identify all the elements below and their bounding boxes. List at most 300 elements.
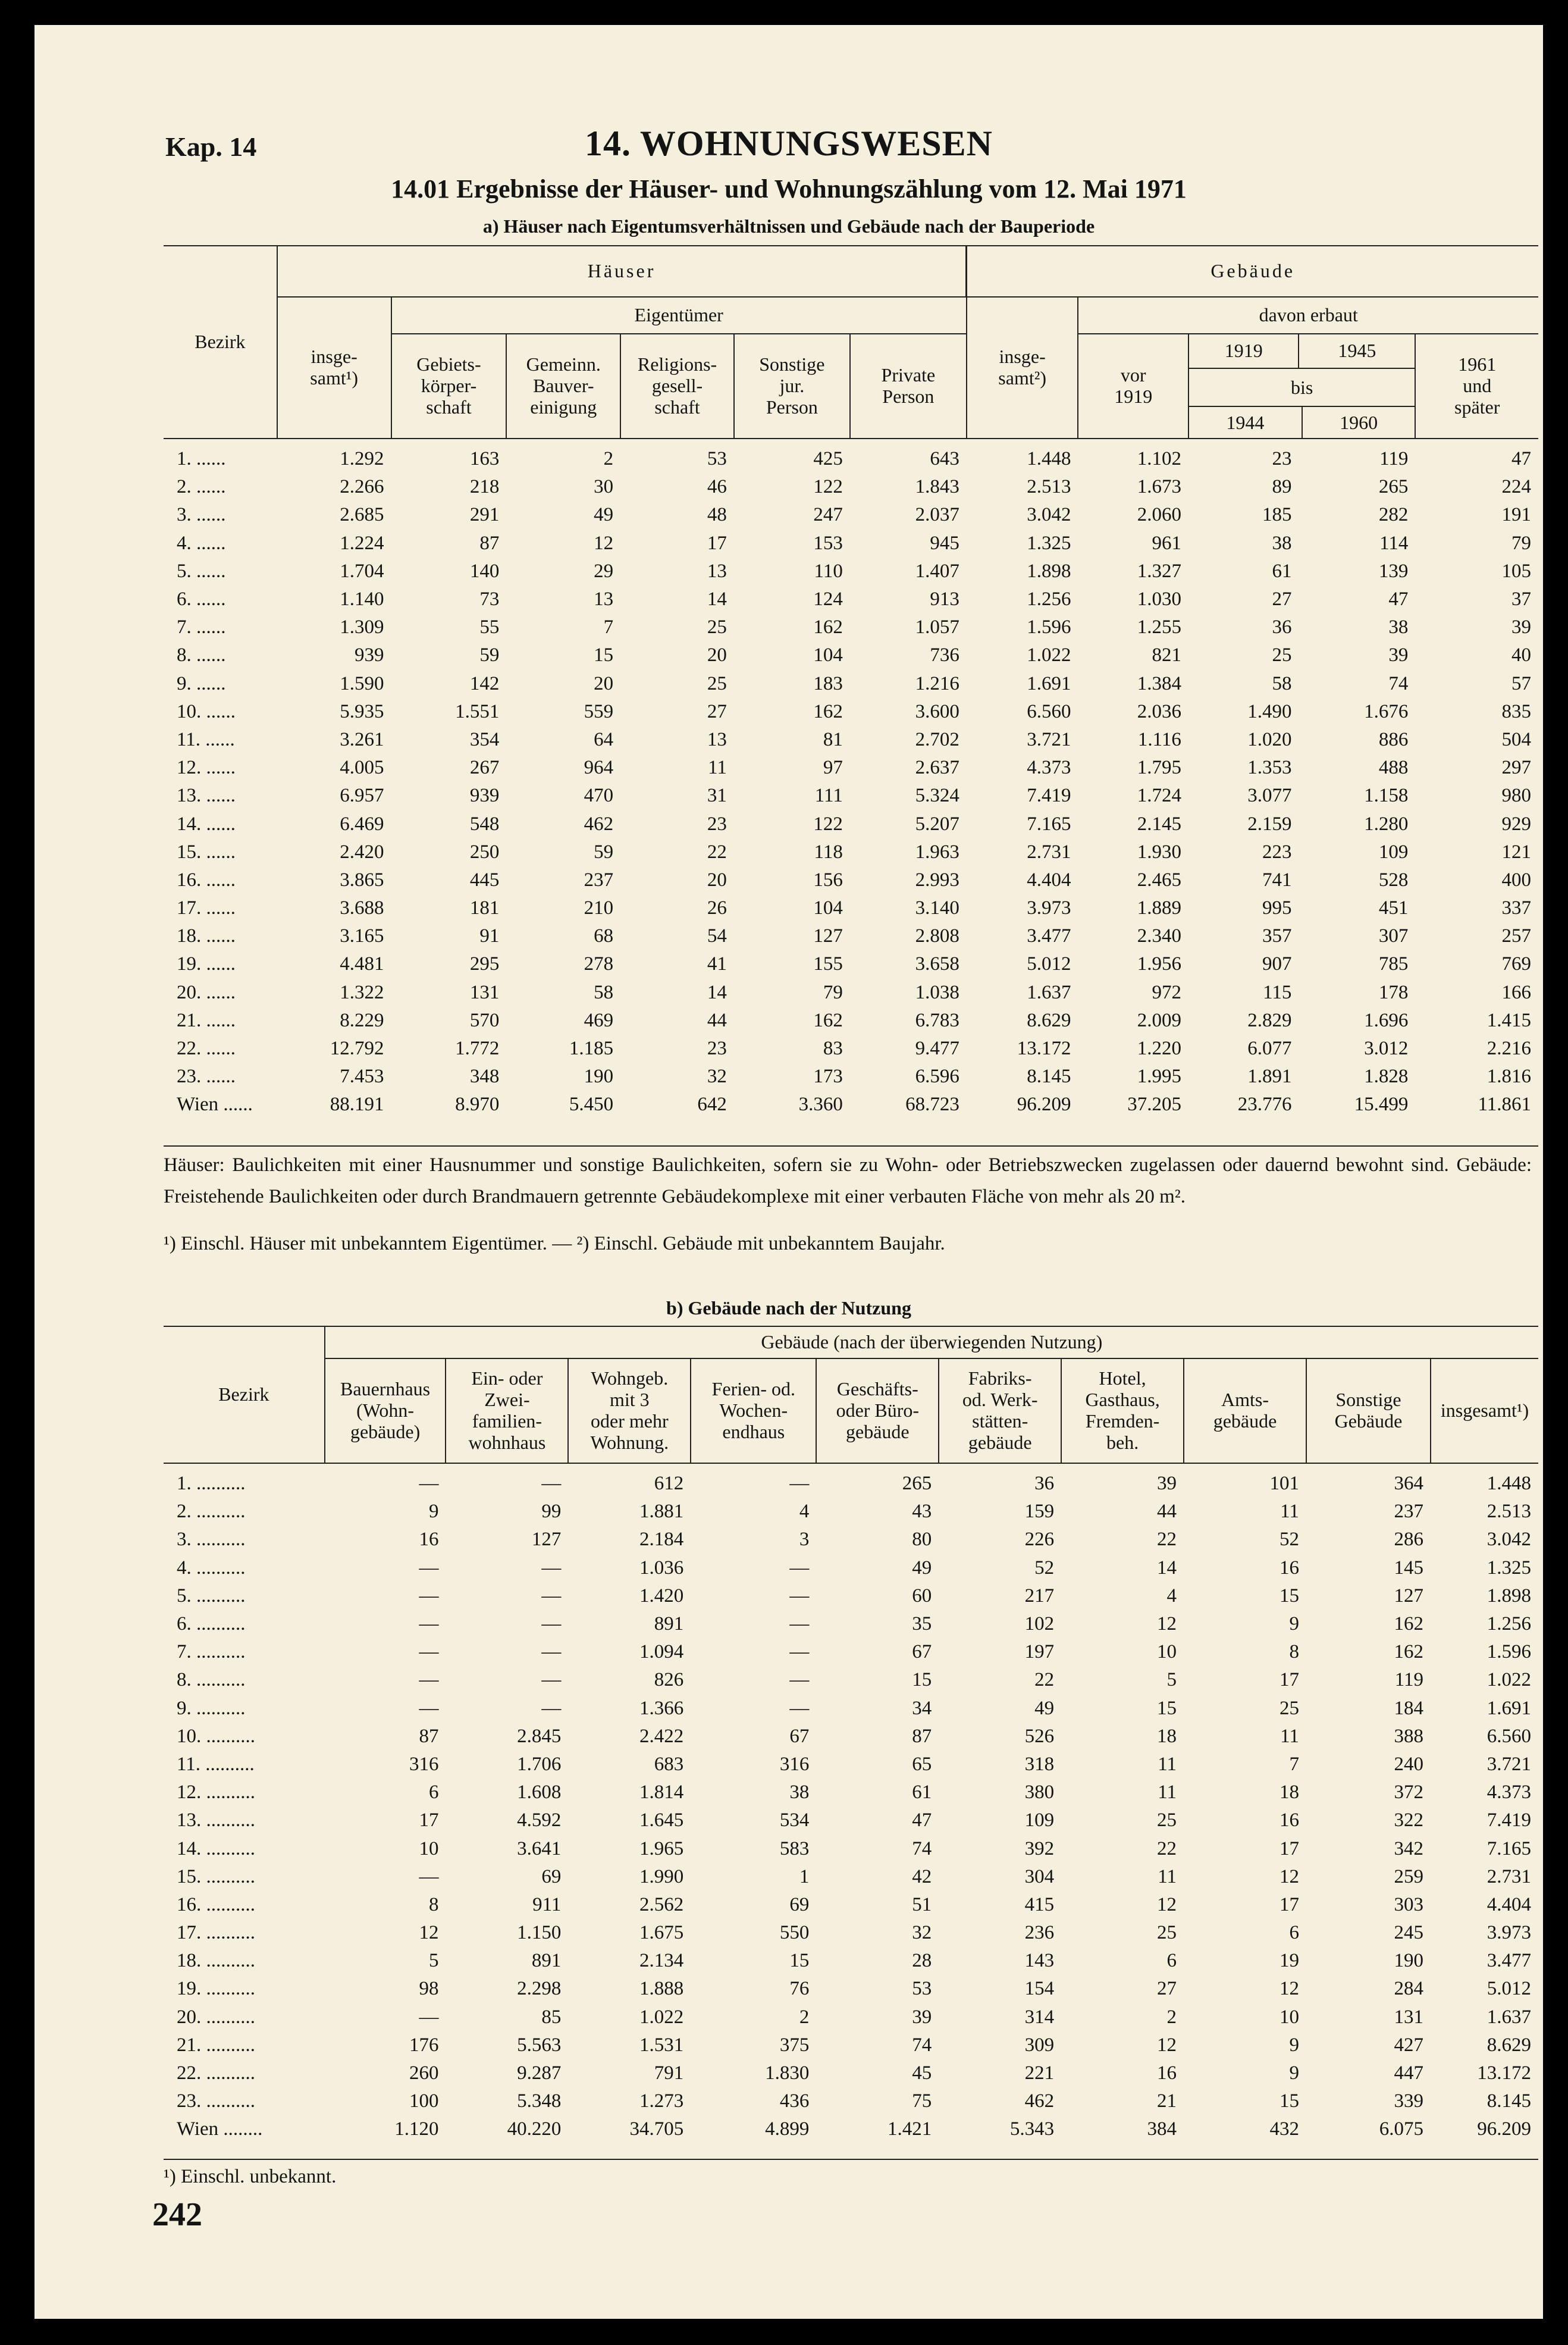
table-a-cell: 265 <box>1378 476 1409 498</box>
table-a-row <box>164 613 1538 641</box>
header-geschaeftsgebaeude: Geschäfts- oder Büro- gebäude <box>816 1358 939 1463</box>
table-a-cell: 32 <box>707 1066 727 1088</box>
table-a-cell: 57 <box>1511 672 1531 694</box>
table-a-cell: 1.255 <box>1137 616 1181 638</box>
table-a-cell: 3.865 <box>340 869 384 891</box>
table-a-cell: 282 <box>1378 504 1409 526</box>
table-a-cell: 13 <box>707 560 727 582</box>
table-a-cell: 1.256 <box>1027 588 1071 610</box>
table-a-cell: 2.420 <box>340 841 384 863</box>
table-a-cell: 250 <box>469 841 500 863</box>
table-a-cell: 1.891 <box>1247 1066 1292 1088</box>
table-a-cell: 181 <box>469 897 500 919</box>
table-a-row-label: 12. ...... <box>177 757 236 779</box>
table-b-row-label: 18. .......... <box>177 1950 255 1972</box>
table-a-cell: 139 <box>1378 560 1409 582</box>
table-b-cell: 76 <box>789 1978 810 2000</box>
table-b-cell: 176 <box>409 2034 439 2056</box>
table-a-cell: 1.448 <box>1027 448 1071 470</box>
table-a-cell: 104 <box>813 644 843 666</box>
table-b-cell: 75 <box>912 2090 932 2112</box>
chapter-label: Kap. 14 <box>165 132 257 162</box>
table-a-cell: 30 <box>594 476 614 498</box>
table-b-cell: 2.422 <box>639 1725 684 1747</box>
table-b-cell: 226 <box>1024 1529 1055 1551</box>
table-a-cell: 972 <box>1152 981 1181 1003</box>
table-b-row-label: 13. .......... <box>177 1809 255 1831</box>
table-b-cell: 127 <box>531 1529 562 1551</box>
table-b-row <box>164 2003 1538 2031</box>
table-a-cell: 769 <box>1501 953 1531 975</box>
table-a-cell: 3.688 <box>340 897 384 919</box>
table-b-row <box>164 2059 1538 2087</box>
header-haeuser: Häuser <box>277 246 967 297</box>
table-b-cell: 11 <box>1280 1501 1299 1523</box>
table-a-cell: 122 <box>813 813 843 835</box>
table-b-cell: 12 <box>1157 1893 1177 1915</box>
table-a-cell: 4.005 <box>340 757 384 779</box>
table-a-cell: 462 <box>584 813 614 835</box>
header-ein-zweifamilienwohnhaus: Ein- oder Zwei- familien- wohnhaus <box>446 1358 568 1463</box>
table-b-cell: 6 <box>428 1782 439 1804</box>
table-a-cell: 1.185 <box>569 1038 614 1060</box>
table-b-cell: 96.209 <box>1477 2118 1531 2140</box>
table-b-cell: 47 <box>912 1809 932 1831</box>
table-a-cell: 1.322 <box>340 981 384 1003</box>
table-b-footnote: ¹) Einschl. unbekannt. <box>164 2166 337 2187</box>
table-a-row-label: 5. ...... <box>177 560 226 582</box>
table-b-cell: 462 <box>1024 2090 1055 2112</box>
table-b-cell: 1.814 <box>639 1782 684 1804</box>
table-b-cell: 265 <box>902 1473 932 1495</box>
table-a-cell: 7.419 <box>1027 785 1071 807</box>
table-a-cell: 38 <box>1388 616 1409 638</box>
table-b-cell: 259 <box>1394 1865 1423 1887</box>
table-b-cell: 364 <box>1394 1473 1423 1495</box>
table-b-cell: 14 <box>1157 1557 1177 1579</box>
table-a-cell: 185 <box>1262 504 1292 526</box>
table-a-cell: 156 <box>813 869 843 891</box>
table-b-cell: 51 <box>912 1893 932 1915</box>
table-a-row <box>164 558 1538 586</box>
table-a-cell: 6.783 <box>915 1009 959 1031</box>
table-b-row <box>164 1947 1538 1975</box>
table-b-cell: 1.094 <box>639 1641 684 1663</box>
table-a-cell: 49 <box>594 504 614 526</box>
table-b-cell: 15 <box>912 1669 932 1691</box>
table-b-row <box>164 1975 1538 2003</box>
table-b-cell: — <box>789 1557 810 1579</box>
table-a-cell: 570 <box>469 1009 500 1031</box>
table-b-cell: 21 <box>1157 2090 1177 2112</box>
table-a-cell: 1.022 <box>1027 644 1071 666</box>
table-a-cell: 6.077 <box>1247 1038 1292 1060</box>
table-b-cell: 237 <box>1394 1501 1423 1523</box>
table-a-cell: 886 <box>1378 728 1409 750</box>
table-a-row-label: 21. ...... <box>177 1009 236 1031</box>
table-a-cell: 257 <box>1501 925 1531 947</box>
table-a-cell: 23 <box>707 813 727 835</box>
table-a-row-label: 10. ...... <box>177 700 236 722</box>
table-a-cell: 488 <box>1378 757 1409 779</box>
table-a-row <box>164 501 1538 529</box>
table-a-cell: 162 <box>813 1009 843 1031</box>
table-b-cell: 11 <box>1280 1725 1299 1747</box>
table-a-bottom-rule <box>164 1145 1538 1147</box>
table-b-cell: 245 <box>1394 1922 1423 1944</box>
table-b-cell: 1.150 <box>517 1922 562 1944</box>
table-b-cell: 40.220 <box>507 2118 562 2140</box>
table-b-cell: 15 <box>1279 1585 1299 1607</box>
table-a-cell: 5.207 <box>915 813 959 835</box>
table-b-cell: 5 <box>428 1950 439 1972</box>
table-a-cell: 127 <box>813 925 843 947</box>
table-a-cell: 2.702 <box>915 728 959 750</box>
table-a-cell: 7 <box>603 616 614 638</box>
table-a-cell: 1.596 <box>1027 616 1071 638</box>
table-a-cell: 20 <box>707 869 727 891</box>
header-hotel: Hotel, Gasthaus, Fremden- beh. <box>1061 1358 1184 1463</box>
table-a-cell: 110 <box>814 560 843 582</box>
table-b-cell: 1.120 <box>394 2118 439 2140</box>
table-a-cell: 1.116 <box>1137 728 1181 750</box>
table-b-cell: 322 <box>1394 1809 1423 1831</box>
table-b-cell: 217 <box>1024 1585 1055 1607</box>
table-a-cell: 23.776 <box>1237 1094 1292 1116</box>
table-b-cell: 17 <box>1279 1893 1299 1915</box>
table-b-row <box>164 1610 1538 1638</box>
table-b-cell: 101 <box>1269 1473 1299 1495</box>
table-a-row <box>164 1007 1538 1035</box>
table-a-cell: 5.324 <box>915 785 959 807</box>
table-a-body <box>164 439 1538 1119</box>
table-a-cell: 87 <box>479 532 500 554</box>
table-b-cell: — <box>419 1585 439 1607</box>
table-b-cell: 9 <box>1289 2062 1299 2084</box>
table-b-cell: 791 <box>654 2062 684 2084</box>
table-b-cell: 1.366 <box>639 1697 684 1719</box>
table-a-cell: 20 <box>594 672 614 694</box>
table-b-cell: 2.513 <box>1487 1501 1531 1523</box>
table-a-cell: 736 <box>930 644 959 666</box>
table-b-cell: 1.830 <box>765 2062 810 2084</box>
header-sonstige-gebaeude: Sonstige Gebäude <box>1306 1358 1431 1463</box>
table-a-cell: 3.165 <box>340 925 384 947</box>
table-title: 14.01 Ergebnisse der Häuser- und Wohnungszählung vom 12. Mai 1971 <box>391 174 1187 203</box>
table-b-cell: 3.042 <box>1487 1529 1531 1551</box>
table-a-cell: 1.216 <box>915 672 959 694</box>
table-a-row-label: 17. ...... <box>177 897 236 919</box>
table-b-cell: 240 <box>1394 1753 1423 1775</box>
table-a-cell: 6.596 <box>915 1066 959 1088</box>
table-b-row <box>164 1638 1538 1666</box>
table-b-cell: — <box>789 1669 810 1691</box>
table-a-row <box>164 670 1538 698</box>
table-b-row <box>164 1666 1538 1694</box>
table-a-cell: 54 <box>707 925 727 947</box>
table-a-cell: 1.140 <box>340 588 384 610</box>
table-b-cell: 19 <box>1279 1950 1299 1972</box>
table-a-cell: 247 <box>813 504 843 526</box>
table-b-cell: 6.560 <box>1487 1725 1531 1747</box>
table-a-cell: 64 <box>594 728 614 750</box>
table-b-cell: 17 <box>1279 1669 1299 1691</box>
header-fabriksgebaeude: Fabriks- od. Werk- stätten- gebäude <box>939 1358 1061 1463</box>
table-b-cell: 44 <box>1157 1501 1177 1523</box>
table-b-cell: 80 <box>912 1529 932 1551</box>
table-a-cell: 643 <box>930 448 959 470</box>
table-a-cell: 37 <box>1511 588 1531 610</box>
table-a-cell: 1.220 <box>1137 1038 1181 1060</box>
table-b-cell: 17 <box>1279 1837 1299 1859</box>
table-b-cell: 10 <box>1157 1641 1177 1663</box>
table-b-cell: 74 <box>912 2034 932 2056</box>
table-a-cell: 929 <box>1501 813 1531 835</box>
table-b-cell: 8 <box>1289 1641 1299 1663</box>
header-bezirk: Bezirk <box>164 246 277 439</box>
table-b-cell: 415 <box>1024 1893 1055 1915</box>
table-b-row-label: 22. .......... <box>177 2062 255 2084</box>
table-a-cell: 155 <box>813 953 843 975</box>
table-a-row-label: Wien ...... <box>177 1094 253 1116</box>
table-a-cell: 354 <box>469 728 500 750</box>
header-private-person: Private Person <box>850 334 967 439</box>
table-b-cell: 22 <box>1157 1529 1177 1551</box>
table-b-cell: 16 <box>1157 2062 1177 2084</box>
table-a-cell: 173 <box>813 1066 843 1088</box>
table-a-cell: 12 <box>594 532 614 554</box>
table-a-cell: 153 <box>813 532 843 554</box>
table-b-cell: 5 <box>1166 1669 1177 1691</box>
table-b-cell: 380 <box>1024 1782 1055 1804</box>
table-b-cell: 16 <box>1279 1557 1299 1579</box>
table-a-cell: 5.935 <box>340 700 384 722</box>
header-b-group: Gebäude (nach der überwiegenden Nutzung) <box>325 1326 1538 1358</box>
table-a-cell: 1.038 <box>915 981 959 1003</box>
header-1944: 1944 <box>1189 407 1303 438</box>
header-bis-block <box>1188 368 1415 439</box>
table-a-cell: 1.292 <box>340 448 384 470</box>
table-a-cell: 11.861 <box>1478 1094 1531 1116</box>
table-a-cell: 425 <box>813 448 843 470</box>
chapter-title: 14. WOHNUNGSWESEN <box>584 124 993 163</box>
table-a-cell: 31 <box>707 785 727 807</box>
table-a-cell: 55 <box>479 616 500 638</box>
header-davon-erbaut: davon erbaut <box>1078 297 1538 334</box>
table-a-header <box>164 246 1538 439</box>
table-b-cell: 145 <box>1394 1557 1423 1579</box>
table-b-cell: 38 <box>789 1782 810 1804</box>
table-b-cell: 284 <box>1394 1978 1423 2000</box>
table-b-cell: — <box>419 1865 439 1887</box>
table-a-cell: 48 <box>707 504 727 526</box>
table-b-cell: 74 <box>912 1837 932 1859</box>
table-a-cell: 1.673 <box>1137 476 1181 498</box>
table-a-cell: 6.469 <box>340 813 384 835</box>
table-b-cell: 10 <box>419 1837 439 1859</box>
table-b-cell: 162 <box>1394 1641 1423 1663</box>
table-a-cell: 1.724 <box>1137 785 1181 807</box>
table-b-cell: 5.348 <box>517 2090 562 2112</box>
table-a-cell: 1.843 <box>915 476 959 498</box>
table-b-cell: 17 <box>419 1809 439 1831</box>
table-b-cell: 1.645 <box>639 1809 684 1831</box>
table-b-cell: 18 <box>1157 1725 1177 1747</box>
table-b-cell: 16 <box>1279 1809 1299 1831</box>
table-a-cell: 36 <box>1272 616 1292 638</box>
table-b-header <box>164 1326 1538 1463</box>
table-b-cell: 550 <box>779 1922 810 1944</box>
table-b-cell: 49 <box>912 1557 932 1579</box>
table-a-cell: 3.012 <box>1364 1038 1409 1060</box>
table-b-row <box>164 1723 1538 1751</box>
table-a-cell: 59 <box>594 841 614 863</box>
table-b-cell: 60 <box>912 1585 932 1607</box>
table-b-cell: 8.145 <box>1487 2090 1531 2112</box>
table-b-cell: 6 <box>1289 1922 1299 1944</box>
table-a-cell: 2.685 <box>340 504 384 526</box>
table-a-cell: 22 <box>707 841 727 863</box>
table-a-cell: 9.477 <box>915 1038 959 1060</box>
table-a-cell: 237 <box>584 869 614 891</box>
table-b-cell: 1.022 <box>639 2006 684 2028</box>
table-b-cell: 53 <box>912 1978 932 2000</box>
table-b-cell: 372 <box>1394 1782 1423 1804</box>
table-a-cell: 642 <box>697 1094 727 1116</box>
table-a-row <box>164 979 1538 1007</box>
table-a-cell: 163 <box>469 448 500 470</box>
table-b-cell: 1.675 <box>639 1922 684 1944</box>
table-a-row <box>164 530 1538 558</box>
table-b-cell: 162 <box>1394 1613 1423 1635</box>
table-a-cell: 504 <box>1501 728 1531 750</box>
table-a-cell: 357 <box>1262 925 1292 947</box>
table-b-cell: 5.012 <box>1487 1978 1531 2000</box>
table-a-cell: 3.140 <box>915 897 959 919</box>
header-insgesamt2: insge- samt²) <box>967 297 1078 439</box>
table-a-cell: 2.145 <box>1137 813 1181 835</box>
table-b-row <box>164 1463 1538 1498</box>
table-a-cell: 13 <box>707 728 727 750</box>
header-eigentuemer: Eigentümer <box>391 297 967 334</box>
table-a-cell: 1.224 <box>340 532 384 554</box>
page-number: 242 <box>152 2196 202 2233</box>
table-a-cell: 83 <box>823 1038 843 1060</box>
table-b-cell: 392 <box>1024 1837 1055 1859</box>
table-b-bottom-rule <box>164 2159 1538 2160</box>
table-b-cell: — <box>419 1613 439 1635</box>
table-b-row-label: 19. .......... <box>177 1978 255 2000</box>
header-1919: 1919 <box>1188 334 1299 368</box>
table-a-caption: a) Häuser nach Eigentumsverhältnissen und Gebäude nach der Bauperiode <box>482 215 1095 237</box>
table-b-cell: 197 <box>1024 1641 1055 1663</box>
table-b-cell: 25 <box>1279 1697 1299 1719</box>
table-a-cell: 223 <box>1262 841 1292 863</box>
table-a-cell: 27 <box>1272 588 1292 610</box>
table-a-cell: 1.930 <box>1137 841 1181 863</box>
table-a-cell: 4.373 <box>1027 757 1071 779</box>
table-b-cell: — <box>541 1557 562 1579</box>
table-b-cell: 143 <box>1024 1950 1055 1972</box>
page <box>35 25 1543 2319</box>
table-b-row-label: 20. .......... <box>177 2006 255 2028</box>
table-b-cell: — <box>541 1669 562 1691</box>
table-a-cell: 3.973 <box>1027 897 1071 919</box>
table-a-cell: 2.009 <box>1137 1009 1181 1031</box>
table-a-row-label: 7. ...... <box>177 616 226 638</box>
table-a-cell: 295 <box>469 953 500 975</box>
table-b-cell: 1.888 <box>639 1978 684 2000</box>
table-b-cell: 318 <box>1024 1753 1055 1775</box>
table-a-cell: 1.704 <box>340 560 384 582</box>
table-a-cell: 913 <box>930 588 959 610</box>
table-a-row <box>164 698 1538 726</box>
table-a-cell: 8.629 <box>1027 1009 1071 1031</box>
table-a-cell: 1.384 <box>1137 672 1181 694</box>
table-b-cell: — <box>789 1613 810 1635</box>
table-b-cell: 15 <box>789 1950 810 1972</box>
table-b-row <box>164 1834 1538 1862</box>
table-a-cell: 3.600 <box>915 700 959 722</box>
table-b-cell: 32 <box>912 1922 932 1944</box>
table-b-cell: 612 <box>654 1473 684 1495</box>
table-a-cell: 297 <box>1501 757 1531 779</box>
table-b-cell: 27 <box>1157 1978 1177 2000</box>
table-a-cell: 140 <box>469 560 500 582</box>
table-a-cell: 1.828 <box>1364 1066 1409 1088</box>
table-a-cell: 91 <box>479 925 500 947</box>
table-a-cell: 29 <box>594 560 614 582</box>
table-a-row <box>164 754 1538 782</box>
table-b-cell: 4.404 <box>1487 1893 1531 1915</box>
table-a-cell: 15 <box>594 644 614 666</box>
table-a-cell: 1.407 <box>915 560 959 582</box>
table-a-cell: 114 <box>1379 532 1409 554</box>
table-a-cell: 12.792 <box>330 1038 384 1060</box>
table-b-cell: 9 <box>1289 2034 1299 2056</box>
table-a-cell: 142 <box>469 672 500 694</box>
table-a-cell: 995 <box>1262 897 1292 919</box>
table-a-cell: 307 <box>1378 925 1409 947</box>
table-a-cell: 8.145 <box>1027 1066 1071 1088</box>
table-b-cell: 22 <box>1034 1669 1055 1691</box>
table-a-row <box>164 473 1538 501</box>
table-b-cell: 190 <box>1394 1950 1423 1972</box>
table-b-cell: 891 <box>531 1950 562 1972</box>
table-a-cell: 89 <box>1272 476 1292 498</box>
table-a-cell: 1.057 <box>915 616 959 638</box>
table-a-cell: 939 <box>469 785 500 807</box>
table-b-cell: 2.731 <box>1487 1865 1531 1887</box>
table-b-row <box>164 1891 1538 1919</box>
table-b-row-label: 5. .......... <box>177 1585 246 1607</box>
table-a-cell: 3.658 <box>915 953 959 975</box>
table-a-cell: 17 <box>707 532 727 554</box>
table-b-cell: 5.343 <box>1009 2118 1055 2140</box>
table-a-cell: 162 <box>813 616 843 638</box>
table-a-cell: 3.261 <box>340 728 384 750</box>
table-b-cell: — <box>541 1697 562 1719</box>
table-b-cell: 1.036 <box>639 1557 684 1579</box>
table-b-row <box>164 1498 1538 1526</box>
table-a-row <box>164 641 1538 669</box>
table-b-cell: 99 <box>541 1501 562 1523</box>
table-b-cell: 2 <box>1166 2006 1177 2028</box>
table-b-cell: — <box>541 1585 562 1607</box>
table-a-cell: 980 <box>1501 785 1531 807</box>
header-1961-und-spaeter: 1961 und später <box>1415 334 1538 439</box>
table-b-cell: 4.592 <box>517 1809 562 1831</box>
